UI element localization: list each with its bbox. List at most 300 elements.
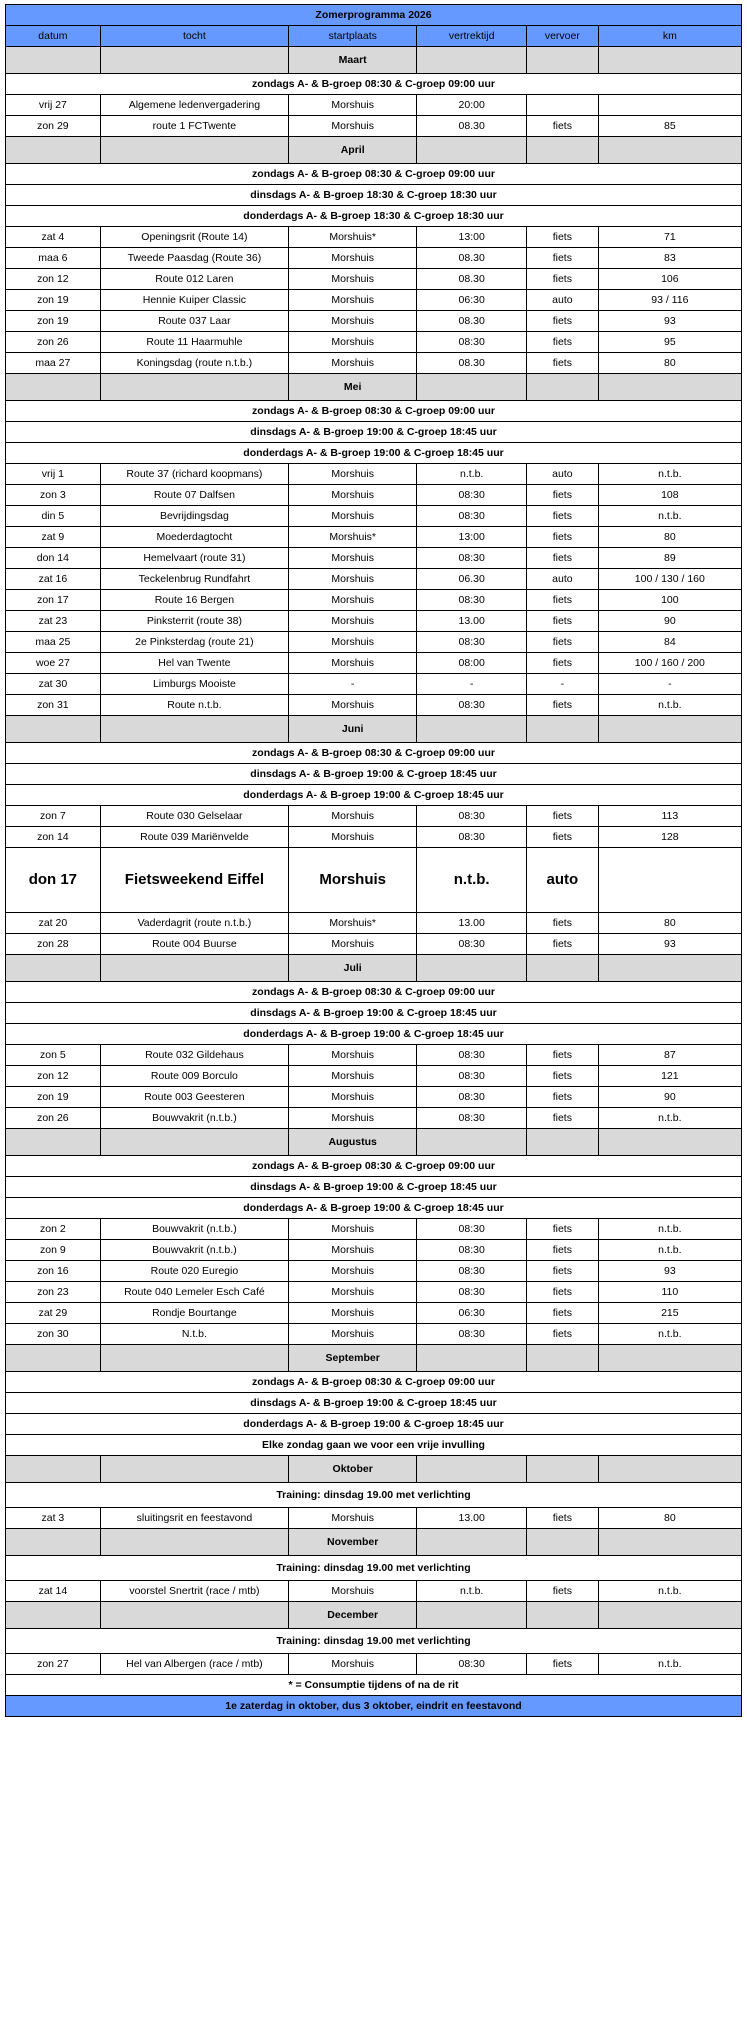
cell-datum: zon 16 [6,1261,101,1282]
month-separator-row [6,1529,742,1556]
schedule-note-row [6,74,742,95]
cell-tocht: Openingsrit (Route 14) [100,227,288,248]
cell-datum: din 5 [6,506,101,527]
cell-vervoer: fiets [527,311,599,332]
cell-startplaats: Morshuis [289,1219,417,1240]
cell-datum: zon 29 [6,116,101,137]
column-header-vervoer: vervoer [527,26,599,47]
month-spacer-km [598,716,741,743]
cell-datum: zat 16 [6,569,101,590]
cell-km: 85 [598,116,741,137]
cell-startplaats: - [289,674,417,695]
cell-tocht: Route 003 Geesteren [100,1087,288,1108]
cell-tocht: Route 009 Borculo [100,1066,288,1087]
month-spacer-tocht [100,955,288,982]
month-name: December [289,1602,417,1629]
cell-datum: zon 26 [6,1108,101,1129]
cell-vertrektijd: 08:30 [417,506,527,527]
cell-tocht: Route 040 Lemeler Esch Café [100,1282,288,1303]
table-row [6,1045,742,1066]
cell-km: 83 [598,248,741,269]
cell-startplaats: Morshuis [289,485,417,506]
schedule-note: zondags A- & B-groep 08:30 & C-groep 09:00 uur [6,743,742,764]
month-spacer-vertrektijd [417,47,527,74]
cell-km: 128 [598,827,741,848]
cell-vertrektijd: 08.30 [417,248,527,269]
cell-tocht: Route 030 Gelselaar [100,806,288,827]
table-row [6,590,742,611]
cell-tocht: voorstel Snertrit (race / mtb) [100,1581,288,1602]
cell-datum: zon 23 [6,1282,101,1303]
column-header-row [6,26,742,47]
cell-tocht: Bevrijdingsdag [100,506,288,527]
cell-vertrektijd: 08:30 [417,1282,527,1303]
cell-datum: don 14 [6,548,101,569]
cell-startplaats: Morshuis [289,695,417,716]
column-header-km: km [598,26,741,47]
cell-vervoer: fiets [527,1045,599,1066]
cell-vertrektijd: 08:30 [417,1324,527,1345]
cell-startplaats: Morshuis* [289,227,417,248]
cell-vervoer: fiets [527,527,599,548]
month-spacer-tocht [100,1529,288,1556]
cell-startplaats: Morshuis [289,311,417,332]
table-row [6,311,742,332]
cell-tocht: Route 16 Bergen [100,590,288,611]
cell-datum: don 17 [6,848,101,913]
cell-vertrektijd: 08:30 [417,1066,527,1087]
cell-km: 100 / 160 / 200 [598,653,741,674]
cell-vervoer: fiets [527,1108,599,1129]
cell-startplaats: Morshuis [289,632,417,653]
schedule-note: dinsdags A- & B-groep 19:00 & C-groep 18:45 uur [6,1177,742,1198]
table-row [6,1087,742,1108]
month-spacer-km [598,137,741,164]
month-spacer-vertrektijd [417,1456,527,1483]
table-row [6,1282,742,1303]
cell-tocht: Bouwvakrit (n.t.b.) [100,1108,288,1129]
table-row [6,632,742,653]
cell-km: 100 [598,590,741,611]
cell-startplaats: Morshuis [289,1045,417,1066]
cell-startplaats: Morshuis [289,806,417,827]
cell-vertrektijd: 08:30 [417,1261,527,1282]
month-spacer-datum [6,374,101,401]
month-spacer-tocht [100,1129,288,1156]
cell-vertrektijd: 20:00 [417,95,527,116]
cell-km: n.t.b. [598,464,741,485]
month-spacer-tocht [100,1345,288,1372]
table-row [6,464,742,485]
cell-km: 93 [598,1261,741,1282]
cell-km [598,848,741,913]
cell-km: n.t.b. [598,1108,741,1129]
cell-startplaats: Morshuis [289,506,417,527]
table-row [6,695,742,716]
table-row [6,1581,742,1602]
cell-datum: woe 27 [6,653,101,674]
cell-tocht: Hel van Albergen (race / mtb) [100,1654,288,1675]
schedule-note-row [6,1393,742,1414]
cell-datum: zat 23 [6,611,101,632]
month-spacer-km [598,1602,741,1629]
cell-vervoer: auto [527,290,599,311]
schedule-note: dinsdags A- & B-groep 19:00 & C-groep 18:45 uur [6,422,742,443]
footer-consumptie-row [6,1675,742,1696]
cell-km: 110 [598,1282,741,1303]
cell-startplaats: Morshuis [289,848,417,913]
schedule-note: dinsdags A- & B-groep 18:30 & C-groep 18:30 uur [6,185,742,206]
table-row [6,290,742,311]
cell-vervoer: fiets [527,1508,599,1529]
cell-vertrektijd: 06:30 [417,1303,527,1324]
cell-vertrektijd: 08:30 [417,485,527,506]
cell-datum: zon 26 [6,332,101,353]
cell-vertrektijd: 08:30 [417,1240,527,1261]
schedule-note-row [6,443,742,464]
cell-vervoer: fiets [527,506,599,527]
month-spacer-vertrektijd [417,1129,527,1156]
cell-startplaats: Morshuis [289,248,417,269]
schedule-note: donderdags A- & B-groep 19:00 & C-groep 18:45 uur [6,1414,742,1435]
cell-vervoer: fiets [527,653,599,674]
table-row [6,1303,742,1324]
cell-vertrektijd: 13:00 [417,527,527,548]
schedule-note-row [6,1372,742,1393]
cell-vertrektijd: 08.30 [417,353,527,374]
page-title: Zomerprogramma 2026 [6,5,742,26]
cell-vertrektijd: 08:30 [417,332,527,353]
schedule-note: Training: dinsdag 19.00 met verlichting [6,1483,742,1508]
schedule-note: zondags A- & B-groep 08:30 & C-groep 09:00 uur [6,1372,742,1393]
cell-vertrektijd: 08:30 [417,806,527,827]
cell-startplaats: Morshuis [289,1508,417,1529]
cell-tocht: route 1 FCTwente [100,116,288,137]
cell-km: 113 [598,806,741,827]
cell-vervoer: fiets [527,827,599,848]
cell-vervoer: fiets [527,1087,599,1108]
cell-vertrektijd: 13.00 [417,1508,527,1529]
month-spacer-vertrektijd [417,955,527,982]
cell-datum: zon 7 [6,806,101,827]
schedule-note-row [6,1198,742,1219]
schedule-note-row [6,743,742,764]
month-spacer-tocht [100,1456,288,1483]
cell-datum: zat 9 [6,527,101,548]
month-name: Mei [289,374,417,401]
cell-km: n.t.b. [598,1240,741,1261]
cell-datum: zat 3 [6,1508,101,1529]
schedule-note-row [6,422,742,443]
cell-km: 84 [598,632,741,653]
cell-tocht: Route 039 Mariënvelde [100,827,288,848]
month-spacer-vertrektijd [417,1602,527,1629]
month-name: Maart [289,47,417,74]
month-name: Juli [289,955,417,982]
month-spacer-vervoer [527,374,599,401]
cell-km: n.t.b. [598,1654,741,1675]
cell-tocht: Tweede Paasdag (Route 36) [100,248,288,269]
cell-km: 89 [598,548,741,569]
cell-datum: zon 30 [6,1324,101,1345]
cell-tocht: Bouwvakrit (n.t.b.) [100,1240,288,1261]
cell-vertrektijd: 08:30 [417,695,527,716]
month-spacer-datum [6,1602,101,1629]
month-spacer-km [598,1129,741,1156]
cell-datum: zon 19 [6,290,101,311]
cell-vervoer: fiets [527,934,599,955]
schedule-note: donderdags A- & B-groep 19:00 & C-groep 18:45 uur [6,785,742,806]
cell-vertrektijd: 08.30 [417,269,527,290]
cell-vertrektijd: 08.30 [417,311,527,332]
cell-tocht: Moederdagtocht [100,527,288,548]
cell-tocht: Route 004 Buurse [100,934,288,955]
table-row [6,269,742,290]
cell-vervoer: fiets [527,332,599,353]
month-spacer-vertrektijd [417,374,527,401]
table-row [6,227,742,248]
month-spacer-datum [6,1529,101,1556]
schedule-note: donderdags A- & B-groep 19:00 & C-groep 18:45 uur [6,1198,742,1219]
cell-startplaats: Morshuis [289,116,417,137]
month-name: September [289,1345,417,1372]
schedule-note: Training: dinsdag 19.00 met verlichting [6,1556,742,1581]
table-row [6,1508,742,1529]
month-spacer-km [598,955,741,982]
cell-vertrektijd: 08:30 [417,1045,527,1066]
table-row [6,674,742,695]
schedule-note-row [6,1024,742,1045]
cell-datum: zon 28 [6,934,101,955]
month-spacer-km [598,1345,741,1372]
cell-datum: zon 12 [6,1066,101,1087]
cell-tocht: Hel van Twente [100,653,288,674]
month-separator-row [6,1602,742,1629]
month-name: November [289,1529,417,1556]
cell-vertrektijd: 08:30 [417,548,527,569]
month-spacer-datum [6,955,101,982]
cell-startplaats: Morshuis [289,1303,417,1324]
cell-vertrektijd: 13.00 [417,611,527,632]
cell-km: 93 / 116 [598,290,741,311]
programma-table [5,4,742,1717]
cell-datum: maa 25 [6,632,101,653]
cell-startplaats: Morshuis [289,1087,417,1108]
cell-tocht: Algemene ledenvergadering [100,95,288,116]
table-row [6,548,742,569]
schedule-note-row [6,764,742,785]
cell-startplaats: Morshuis [289,353,417,374]
month-separator-row [6,374,742,401]
table-row [6,116,742,137]
month-separator-row [6,716,742,743]
cell-tocht: sluitingsrit en feestavond [100,1508,288,1529]
cell-datum: maa 6 [6,248,101,269]
month-spacer-vervoer [527,137,599,164]
table-row [6,248,742,269]
month-spacer-km [598,1529,741,1556]
cell-km: 93 [598,934,741,955]
month-spacer-tocht [100,716,288,743]
month-spacer-km [598,47,741,74]
cell-tocht: Rondje Bourtange [100,1303,288,1324]
table-row [6,485,742,506]
schedule-note: donderdags A- & B-groep 18:30 & C-groep 18:30 uur [6,206,742,227]
cell-km: 71 [598,227,741,248]
cell-km: 80 [598,1508,741,1529]
cell-startplaats: Morshuis [289,464,417,485]
cell-tocht: Hennie Kuiper Classic [100,290,288,311]
month-spacer-tocht [100,374,288,401]
month-spacer-vervoer [527,1345,599,1372]
cell-vervoer: fiets [527,269,599,290]
cell-datum: zon 19 [6,311,101,332]
column-header-datum: datum [6,26,101,47]
month-spacer-vertrektijd [417,137,527,164]
cell-datum: zon 9 [6,1240,101,1261]
table-row [6,827,742,848]
cell-vervoer: fiets [527,590,599,611]
cell-startplaats: Morshuis* [289,527,417,548]
cell-datum: vrij 1 [6,464,101,485]
cell-vertrektijd: 08:30 [417,1654,527,1675]
cell-datum: zat 30 [6,674,101,695]
table-row [6,913,742,934]
cell-vervoer: fiets [527,695,599,716]
cell-vervoer: fiets [527,1261,599,1282]
cell-datum: zat 4 [6,227,101,248]
cell-vertrektijd: 08:30 [417,590,527,611]
cell-startplaats: Morshuis [289,611,417,632]
cell-vertrektijd: 08:30 [417,632,527,653]
table-row [6,332,742,353]
cell-vertrektijd: 13.00 [417,913,527,934]
month-spacer-vertrektijd [417,716,527,743]
cell-vertrektijd: 06:30 [417,290,527,311]
cell-km: n.t.b. [598,506,741,527]
cell-vertrektijd: 06.30 [417,569,527,590]
cell-startplaats: Morshuis [289,332,417,353]
cell-vervoer: fiets [527,1240,599,1261]
cell-km: 80 [598,353,741,374]
cell-km: 100 / 130 / 160 [598,569,741,590]
schedule-note: zondags A- & B-groep 08:30 & C-groep 09:00 uur [6,982,742,1003]
schedule-note: zondags A- & B-groep 08:30 & C-groep 09:00 uur [6,1156,742,1177]
consumptie-note: * = Consumptie tijdens of na de rit [6,1675,742,1696]
cell-vertrektijd: 08:30 [417,827,527,848]
schedule-note: zondags A- & B-groep 08:30 & C-groep 09:00 uur [6,401,742,422]
table-row [6,1324,742,1345]
month-spacer-vervoer [527,47,599,74]
cell-startplaats: Morshuis [289,269,417,290]
eindrit-note: 1e zaterdag in oktober, dus 3 oktober, eindrit en feestavond [6,1696,742,1717]
cell-km: 80 [598,527,741,548]
cell-startplaats: Morshuis* [289,913,417,934]
cell-vervoer: fiets [527,353,599,374]
cell-datum: zon 19 [6,1087,101,1108]
cell-vertrektijd: n.t.b. [417,1581,527,1602]
schedule-note-row [6,1003,742,1024]
table-row [6,934,742,955]
cell-vertrektijd: n.t.b. [417,848,527,913]
cell-vertrektijd: n.t.b. [417,464,527,485]
cell-vervoer: fiets [527,1581,599,1602]
cell-tocht: Route 11 Haarmuhle [100,332,288,353]
cell-km: 80 [598,913,741,934]
month-spacer-datum [6,1129,101,1156]
table-row [6,611,742,632]
month-separator-row [6,1129,742,1156]
schedule-note: donderdags A- & B-groep 19:00 & C-groep 18:45 uur [6,1024,742,1045]
cell-km: n.t.b. [598,1324,741,1345]
month-spacer-vervoer [527,1456,599,1483]
cell-tocht: Route 020 Euregio [100,1261,288,1282]
schedule-note-row [6,185,742,206]
month-spacer-vervoer [527,1129,599,1156]
cell-tocht: Route 032 Gildehaus [100,1045,288,1066]
cell-tocht: Route n.t.b. [100,695,288,716]
month-spacer-datum [6,716,101,743]
cell-startplaats: Morshuis [289,653,417,674]
table-row [6,1261,742,1282]
schedule-note-row [6,1414,742,1435]
cell-km: 90 [598,611,741,632]
cell-km: 90 [598,1087,741,1108]
table-row [6,95,742,116]
cell-datum: zon 3 [6,485,101,506]
month-spacer-tocht [100,1602,288,1629]
column-header-startplaats: startplaats [289,26,417,47]
schedule-note-row [6,982,742,1003]
month-name: Oktober [289,1456,417,1483]
schedule-note-row [6,206,742,227]
cell-startplaats: Morshuis [289,1261,417,1282]
cell-vertrektijd: 08.30 [417,116,527,137]
table-row [6,653,742,674]
cell-tocht: Route 037 Laar [100,311,288,332]
table-row [6,806,742,827]
month-separator-row [6,955,742,982]
cell-tocht: N.t.b. [100,1324,288,1345]
cell-vertrektijd: 08:30 [417,934,527,955]
cell-datum: zat 20 [6,913,101,934]
schedule-note-row [6,1556,742,1581]
month-separator-row [6,1456,742,1483]
cell-startplaats: Morshuis [289,1240,417,1261]
cell-datum: zon 14 [6,827,101,848]
cell-startplaats: Morshuis [289,1282,417,1303]
cell-startplaats: Morshuis [289,1654,417,1675]
schedule-note-row [6,401,742,422]
cell-vervoer: fiets [527,548,599,569]
cell-tocht: Fietsweekend Eiffel [100,848,288,913]
month-spacer-tocht [100,137,288,164]
cell-km: 215 [598,1303,741,1324]
month-spacer-tocht [100,47,288,74]
cell-vertrektijd: 08:30 [417,1087,527,1108]
cell-vervoer: fiets [527,632,599,653]
cell-tocht: 2e Pinksterdag (route 21) [100,632,288,653]
schedule-note-row [6,1629,742,1654]
month-spacer-datum [6,1345,101,1372]
cell-vervoer: fiets [527,485,599,506]
cell-startplaats: Morshuis [289,934,417,955]
cell-vervoer: fiets [527,1219,599,1240]
cell-km: 93 [598,311,741,332]
cell-km: - [598,674,741,695]
cell-datum: zon 5 [6,1045,101,1066]
table-row [6,569,742,590]
